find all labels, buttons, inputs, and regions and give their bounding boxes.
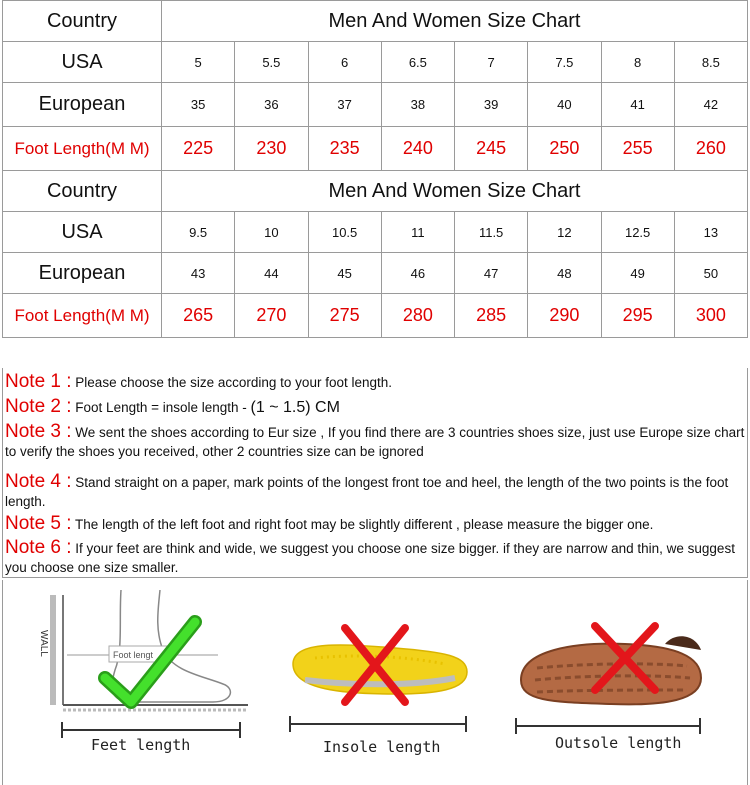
bracket-bar xyxy=(515,725,701,727)
usa-size: 10.5 xyxy=(308,212,381,253)
usa-size: 11 xyxy=(381,212,454,253)
size-table-1 xyxy=(2,0,748,338)
eu-size: 39 xyxy=(455,83,528,127)
eu-size: 46 xyxy=(381,253,454,294)
note-3 xyxy=(5,420,745,461)
usa-size: 7 xyxy=(455,42,528,83)
foot-length: 260 xyxy=(674,127,747,171)
caption-outsole-length: Outsole length xyxy=(555,734,682,752)
foot-length: 300 xyxy=(674,294,747,338)
usa-size: 11.5 xyxy=(455,212,528,253)
eu-size: 43 xyxy=(162,253,235,294)
note-range: (1 ~ 1.5) CM xyxy=(250,399,340,416)
eu-size: 38 xyxy=(381,83,454,127)
usa-label: USA xyxy=(3,42,162,83)
foot-label: Foot Length(M M) xyxy=(3,294,162,338)
foot-length: 235 xyxy=(308,127,381,171)
insole-illustration xyxy=(285,620,470,715)
header-country: Country xyxy=(3,1,162,42)
foot-length: 285 xyxy=(455,294,528,338)
usa-size: 6 xyxy=(308,42,381,83)
note-label: Note 2 : xyxy=(5,396,72,417)
note-1 xyxy=(5,370,745,394)
note-label: Note 1 : xyxy=(5,371,72,392)
usa-label: USA xyxy=(3,212,162,253)
eu-label: European xyxy=(3,253,162,294)
caption-feet-length: Feet length xyxy=(91,736,191,754)
note-text: Stand straight on a paper, mark points of the longest front toe and heel, the length of the two points is the foot length. xyxy=(5,475,729,509)
usa-size: 5 xyxy=(162,42,235,83)
eu-size: 48 xyxy=(528,253,601,294)
usa-size: 10 xyxy=(235,212,308,253)
eu-size: 35 xyxy=(162,83,235,127)
notes-section xyxy=(2,368,748,578)
usa-size: 9.5 xyxy=(162,212,235,253)
eu-size: 44 xyxy=(235,253,308,294)
note-label: Note 3 : xyxy=(5,421,72,442)
usa-row xyxy=(3,212,748,253)
note-5 xyxy=(5,512,745,536)
eu-size: 41 xyxy=(601,83,674,127)
foot-length: 265 xyxy=(162,294,235,338)
foot-length: 270 xyxy=(235,294,308,338)
eu-size: 42 xyxy=(674,83,747,127)
eu-size: 50 xyxy=(674,253,747,294)
note-text: We sent the shoes according to Eur size , If you find there are 3 countries shoes size, just use Europe size chart to verify the shoes you received, other 2 countries size can be ignored xyxy=(5,425,745,459)
eu-row xyxy=(3,83,748,127)
usa-size: 12 xyxy=(528,212,601,253)
eu-size: 49 xyxy=(601,253,674,294)
eu-size: 45 xyxy=(308,253,381,294)
caption-insole-length: Insole length xyxy=(323,738,441,756)
note-6 xyxy=(5,536,745,577)
foot-length: 280 xyxy=(381,294,454,338)
foot-length: 240 xyxy=(381,127,454,171)
eu-size: 36 xyxy=(235,83,308,127)
header-country: Country xyxy=(3,171,162,212)
usa-size: 6.5 xyxy=(381,42,454,83)
note-label: Note 4 : xyxy=(5,471,72,492)
header-title: Men And Women Size Chart xyxy=(162,171,748,212)
foot-length: 245 xyxy=(455,127,528,171)
usa-row xyxy=(3,42,748,83)
note-text: Please choose the size according to your foot length. xyxy=(71,375,392,390)
usa-size: 13 xyxy=(674,212,747,253)
usa-size: 8 xyxy=(601,42,674,83)
eu-size: 37 xyxy=(308,83,381,127)
foot-length: 250 xyxy=(528,127,601,171)
foot-tag-label: Foot lengt xyxy=(113,650,154,660)
header-title: Men And Women Size Chart xyxy=(162,1,748,42)
eu-size: 47 xyxy=(455,253,528,294)
bracket-bar xyxy=(61,729,241,731)
wall-label: WALL xyxy=(38,630,49,657)
note-label: Note 5 : xyxy=(5,513,72,534)
usa-size: 7.5 xyxy=(528,42,601,83)
foot-length: 275 xyxy=(308,294,381,338)
foot-measure-illustration xyxy=(23,590,253,720)
note-label: Note 6 : xyxy=(5,537,72,558)
eu-row xyxy=(3,253,748,294)
note-4 xyxy=(5,470,745,511)
size-chart xyxy=(2,0,748,756)
usa-size: 8.5 xyxy=(674,42,747,83)
foot-length: 295 xyxy=(601,294,674,338)
note-text: Foot Length = insole length - xyxy=(71,400,251,415)
measurement-illustrations xyxy=(2,580,748,785)
foot-length: 255 xyxy=(601,127,674,171)
foot-label: Foot Length(M M) xyxy=(3,127,162,171)
foot-length: 290 xyxy=(528,294,601,338)
note-text: If your feet are think and wide, we suggest you choose one size bigger. if they are narrow and thin, we suggest you choose one size smaller. xyxy=(5,541,735,575)
foot-length: 230 xyxy=(235,127,308,171)
eu-size: 40 xyxy=(528,83,601,127)
note-text: The length of the left foot and right foot may be slightly different , please measure the bigger one. xyxy=(71,517,654,532)
foot-row xyxy=(3,127,748,171)
boot-upper xyxy=(665,636,701,650)
bracket-right xyxy=(465,716,467,732)
usa-size: 12.5 xyxy=(601,212,674,253)
usa-size: 5.5 xyxy=(235,42,308,83)
foot-row xyxy=(3,294,748,338)
bracket-right xyxy=(699,718,701,734)
note-2 xyxy=(5,395,745,419)
bracket-bar xyxy=(289,723,467,725)
bracket-right xyxy=(239,722,241,738)
foot-length: 225 xyxy=(162,127,235,171)
outsole-illustration xyxy=(515,620,705,715)
eu-label: European xyxy=(3,83,162,127)
